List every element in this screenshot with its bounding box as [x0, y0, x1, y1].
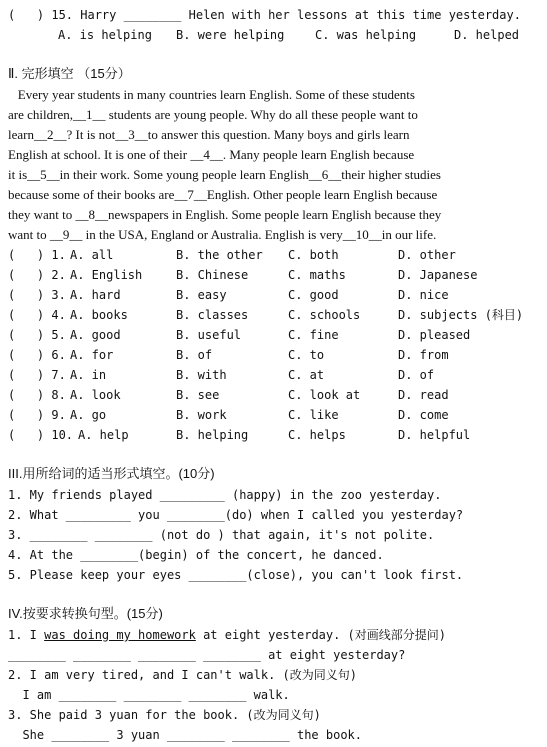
- question-number: ( ) 4.: [8, 308, 66, 322]
- fill-blank-item: 3. ________ ________ (not do ) that again, it's not polite.: [8, 528, 435, 542]
- option-b: B. with: [176, 368, 227, 382]
- passage-line: want to __9__ in the USA, England or Australia. English is very__10__in our life.: [8, 227, 437, 242]
- question-number: ( ) 3.: [8, 288, 66, 302]
- question-number: ( ) 1.: [8, 248, 66, 262]
- cloze-question: [8, 328, 538, 342]
- option-a: A. help: [78, 428, 129, 442]
- option-c: C. at: [288, 368, 325, 382]
- option-b: B. work: [176, 408, 227, 422]
- option-a: A. for: [70, 348, 114, 362]
- option-c: C. fine: [288, 328, 339, 342]
- transform-item-2: 2. I am very tired, and I can't walk. (改为同义句): [8, 668, 357, 682]
- fill-blank-item: 5. Please keep your eyes ________(close), you can't look first.: [8, 568, 464, 582]
- passage-line: Every year students in many countries learn English. Some of these students: [8, 87, 415, 102]
- item-prefix: 1. I: [8, 628, 45, 642]
- option-c: C. both: [288, 248, 339, 262]
- cloze-question: [8, 388, 538, 402]
- option-b: B. useful: [176, 328, 242, 342]
- transform-item-3-blanks: She ________ 3 yuan ________ ________ the book.: [8, 728, 363, 742]
- transform-item-1: [8, 628, 446, 642]
- question-number: ( ) 7.: [8, 368, 66, 382]
- option-b: B. classes: [176, 308, 249, 322]
- cloze-question: [8, 248, 538, 262]
- option-c: C. look at: [288, 388, 361, 402]
- cloze-question: [8, 308, 538, 322]
- transform-item-3: 3. She paid 3 yuan for the book. (改为同义句): [8, 708, 321, 722]
- option-a: A. books: [70, 308, 128, 322]
- fill-blank-item: 2. What _________ you ________(do) when I called you yesterday?: [8, 508, 464, 522]
- option-a: A. in: [70, 368, 107, 382]
- option-d: D. other: [398, 248, 456, 262]
- section-2-heading: Ⅱ. 完形填空 （15分）: [8, 66, 131, 81]
- question-15-stem: ( ) 15. Harry ________ Helen with her lessons at this time yesterday.: [8, 8, 521, 22]
- passage-line: because some of their books are__7__English. Other people learn English because: [8, 187, 438, 202]
- option-c: C. was helping: [315, 28, 417, 42]
- passage-line: they want to __8__newspapers in English. Some people learn English because they: [8, 207, 442, 222]
- question-number: ( ) 9.: [8, 408, 66, 422]
- section-3-heading: III.用所给词的适当形式填空。(10分): [8, 466, 215, 481]
- option-d: D. nice: [398, 288, 449, 302]
- item-suffix: at eight yesterday. (对画线部分提问): [195, 628, 447, 642]
- option-c: C. schools: [288, 308, 361, 322]
- option-d: D. from: [398, 348, 449, 362]
- cloze-question: [8, 428, 538, 442]
- option-d: D. pleased: [398, 328, 471, 342]
- option-c: C. like: [288, 408, 339, 422]
- passage-line: English at school. It is one of their __4__. Many people learn English because: [8, 147, 415, 162]
- option-d: D. helpful: [398, 428, 471, 442]
- question-number: ( ) 5.: [8, 328, 66, 342]
- option-d: D. helped: [454, 28, 520, 42]
- fill-blank-item: 4. At the ________(begin) of the concert, he danced.: [8, 548, 384, 562]
- option-b: B. helping: [176, 428, 249, 442]
- option-a: A. good: [70, 328, 121, 342]
- option-d: D. read: [398, 388, 449, 402]
- transform-item-2-blanks: I am ________ ________ ________ walk.: [8, 688, 290, 702]
- option-c: C. to: [288, 348, 325, 362]
- option-a: A. all: [70, 248, 114, 262]
- transform-item-1-blanks: ________ ________ ________ ________ at eight yesterday?: [8, 648, 406, 662]
- option-a: A. hard: [70, 288, 121, 302]
- cloze-question: [8, 268, 538, 282]
- cloze-question: [8, 348, 538, 362]
- option-b: B. see: [176, 388, 220, 402]
- underlined-phrase: was doing my homework: [44, 628, 196, 642]
- passage-line: it is__5__in their work. Some young people learn English__6__their higher studies: [8, 167, 441, 182]
- question-number: ( ) 2.: [8, 268, 66, 282]
- option-c: C. maths: [288, 268, 346, 282]
- option-b: B. Chinese: [176, 268, 249, 282]
- cloze-question: [8, 368, 538, 382]
- option-a: A. go: [70, 408, 107, 422]
- option-d: D. subjects (科目): [398, 308, 524, 322]
- option-a: A. look: [70, 388, 121, 402]
- option-c: C. good: [288, 288, 339, 302]
- cloze-question: [8, 288, 538, 302]
- option-b: B. easy: [176, 288, 227, 302]
- passage-line: are children,__1__ students are young people. Why do all these people want to: [8, 107, 418, 122]
- option-a: A. English: [70, 268, 143, 282]
- question-number: ( ) 8.: [8, 388, 66, 402]
- option-b: B. were helping: [176, 28, 285, 42]
- option-b: B. of: [176, 348, 213, 362]
- passage-line: learn__2__? It is not__3__to answer this question. Many boys and girls learn: [8, 127, 410, 142]
- question-number: ( ) 6.: [8, 348, 66, 362]
- section-4-heading: IV.按要求转换句型。(15分): [8, 606, 163, 621]
- question-15-options: [8, 28, 538, 42]
- cloze-question: [8, 408, 538, 422]
- fill-blank-item: 1. My friends played _________ (happy) in the zoo yesterday.: [8, 488, 442, 502]
- option-d: D. come: [398, 408, 449, 422]
- question-number: ( ) 10.: [8, 428, 74, 442]
- option-b: B. the other: [176, 248, 263, 262]
- option-c: C. helps: [288, 428, 346, 442]
- option-d: D. of: [398, 368, 435, 382]
- option-d: D. Japanese: [398, 268, 478, 282]
- option-a: A. is helping: [58, 28, 152, 42]
